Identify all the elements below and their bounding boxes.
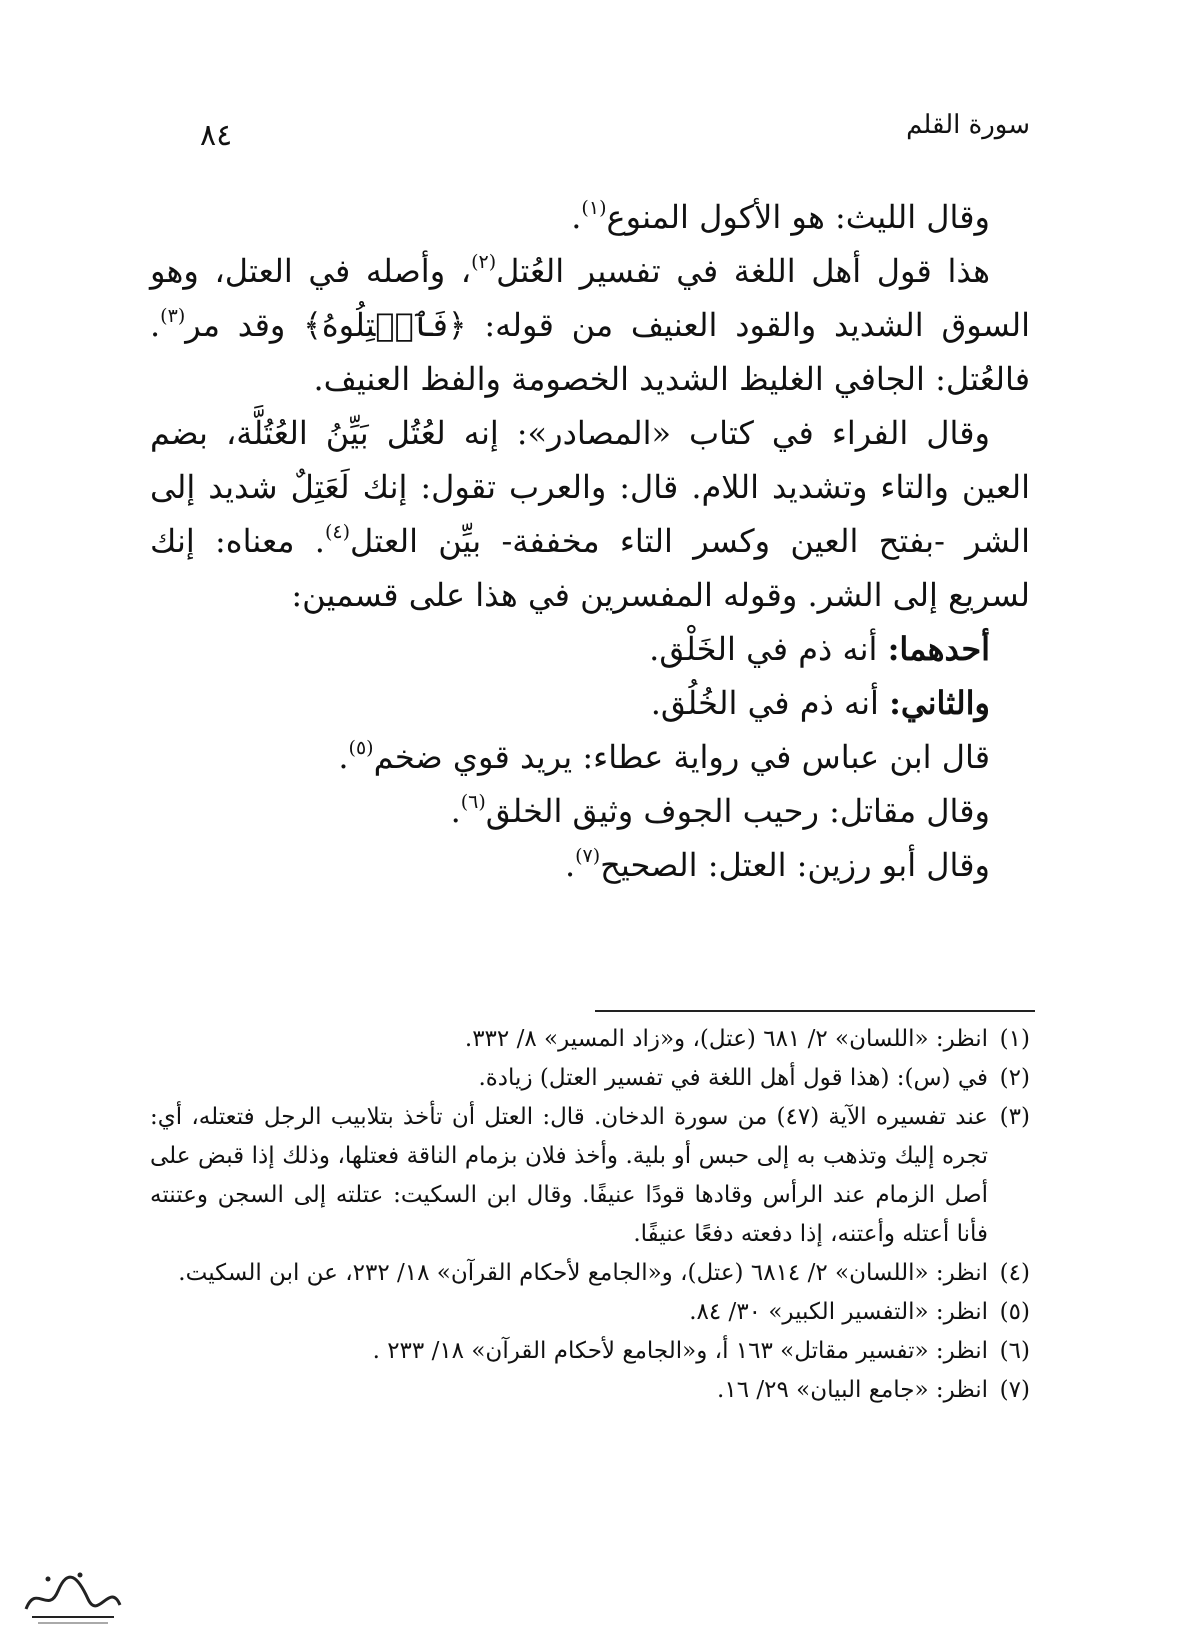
footnote-1 (150, 1020, 1030, 1059)
footnote-ref-3[interactable]: (٣) (160, 305, 186, 327)
footnote-text: انظر: «التفسير الكبير» ٣٠/ ٨٤. (689, 1299, 988, 1325)
footnote-ref-2[interactable]: (٢) (471, 251, 497, 273)
quran-quote: ﴿فَٱعۡتِلُوهُ﴾ (303, 306, 467, 344)
footnote-number: (٥) (999, 1299, 1030, 1325)
list-item-2: والثاني: أنه ذم في الخُلُق. (650, 684, 990, 722)
footnote-ref-1[interactable]: (١) (581, 197, 607, 219)
footnote-divider (595, 1010, 1035, 1012)
paragraph-1: وقال الليث: هو الأكول المنوع$^{(١)}$. (571, 197, 990, 236)
footnote-number: (١) (999, 1026, 1030, 1052)
footnote-ref-4[interactable]: (٤) (324, 521, 351, 543)
footnote-ref-6[interactable]: (٦) (460, 791, 486, 813)
footnote-7 (150, 1371, 1030, 1410)
footnote-text: انظر: «جامع البيان» ٢٩/ ١٦. (717, 1377, 988, 1403)
footnote-number: (٢) (999, 1065, 1030, 1091)
footnote-text: انظر: «اللسان» ٢/ ٦٨١ (عتل)، و«زاد المسير» ٨/ ٣٣٢. (464, 1026, 988, 1052)
footnote-text: عند تفسيره الآية (٤٧) من سورة الدخان. قال: العتل أن تأخذ بتلابيب الرجل فتعتله، أي: تجره إليك وتذهب به إلى حبس أو بلية. وأخذ فلان بزمام الناقة فعتلها، وذلك إذا قبض على أصل الزمام عند الرأس وقادها قودًا عنيفًا. وقال ابن السكيت: عتلته إلى السجن وعتنته فأنا أعتله وأعتنه، إذا دفعته دفعًا عنيفًا. (150, 1104, 988, 1247)
footnotes (150, 1020, 1030, 1410)
footnote-4 (150, 1254, 1030, 1293)
footnote-ref-7[interactable]: (٧) (575, 845, 601, 867)
footnote-number: (٧) (999, 1377, 1030, 1403)
paragraph-2: هذا قول أهل اللغة في تفسير العُتل$^{(٢)}$، وأصله في العتل، وهو السوق الشديد والقود العنيف من قوله: ﴿فَٱعۡتِلُوهُ﴾ وقد مر$^{(٣)}$. فالعُتل: الجافي الغليظ الشديد الخصومة والفظ العنيف. (150, 251, 1031, 398)
footnote-2 (150, 1059, 1030, 1098)
footnote-number: (٣) (999, 1104, 1030, 1130)
footnote-text: انظر: «تفسير مقاتل» ١٦٣ أ، و«الجامع لأحكام القرآن» ١٨/ ٢٣٣ . (372, 1338, 988, 1364)
footnote-text: في (س): (هذا قول أهل اللغة في تفسير العتل) زيادة. (478, 1065, 988, 1091)
list-label-1: أحدهما: (887, 630, 990, 668)
footnote-6 (150, 1332, 1030, 1371)
list-label-2: والثاني: (889, 684, 990, 722)
quote-line-3: وقال أبو رزين: العتل: الصحيح$^{(٧)}$. (564, 845, 990, 884)
quote-line-1: قال ابن عباس في رواية عطاء: يريد قوي ضخم$^{(٥)}$. (338, 737, 990, 776)
footnote-5 (150, 1293, 1030, 1332)
footnote-ref-5[interactable]: (٥) (348, 737, 374, 759)
footnote-text: انظر: «اللسان» ٢/ ٦٨١٤ (عتل)، و«الجامع لأحكام القرآن» ١٨/ ٢٣٢، عن ابن السكيت. (178, 1260, 988, 1286)
footnote-3 (150, 1098, 1030, 1254)
publisher-logo-icon (18, 1565, 128, 1627)
surah-title: سورة القلم (906, 110, 1030, 140)
paragraph-3: وقال الفراء في كتاب «المصادر»: إنه لعُتُل بَيِّنُ العُتُلَّة، بضم العين والتاء وتشديد اللام. قال: والعرب تقول: إنك لَعَتِلٌ شديد إلى الشر -بفتح العين وكسر التاء مخففة- بيِّن العتل$^{(٤)}$. معناه: إنك لسريع إلى الشر. وقوله المفسرين في هذا على قسمين: (150, 414, 1031, 614)
footnote-number: (٤) (999, 1260, 1030, 1286)
main-text (150, 190, 1030, 892)
page-header (150, 110, 1030, 160)
quote-line-2: وقال مقاتل: رحيب الجوف وثيق الخلق$^{(٦)}$. (450, 791, 990, 830)
footnote-number: (٦) (999, 1338, 1030, 1364)
list-item-1: أحدهما: أنه ذم في الخَلْق. (649, 630, 990, 668)
page-number: ٨٤ (200, 118, 233, 153)
